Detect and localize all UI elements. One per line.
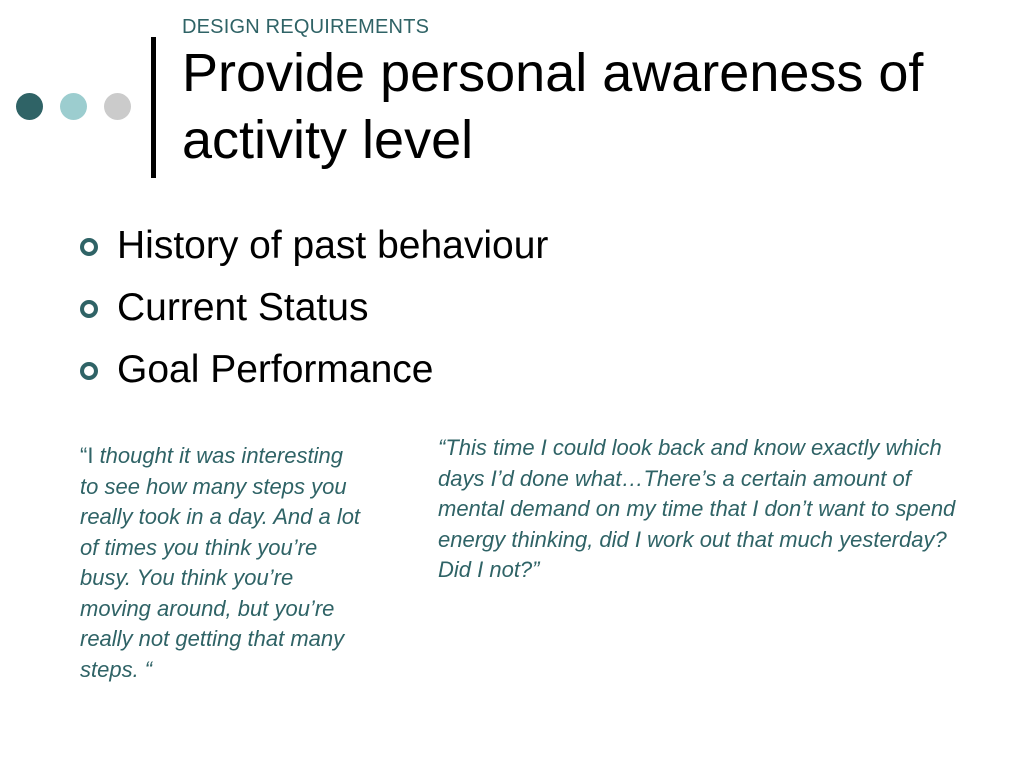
quote-text: thought it was interesting to see how many steps you really took in a day. And a lot of times you think you’re busy. You think you’re moving around, but you’re really not getting that many steps. “ [80, 443, 361, 682]
participant-quote-left [80, 441, 365, 685]
participant-quote-right: “This time I could look back and know exactly which days I’d done what…There’s a certain amount of mental demand on my time that I don’t want to spend energy thinking, did I work out that much yesterday? Did I not?” [438, 435, 956, 582]
grey-dot-icon [104, 93, 131, 120]
bullet-text: Current Status [117, 286, 369, 329]
bullet-ring-icon [80, 238, 98, 256]
bullet-item [80, 222, 548, 284]
bullet-text: Goal Performance [117, 348, 434, 391]
bullet-text: History of past behaviour [117, 224, 549, 267]
quote-open-mark: “I [80, 443, 94, 468]
bullet-list [80, 222, 548, 408]
bullet-ring-icon [80, 300, 98, 318]
decorative-dots [16, 93, 136, 121]
section-label: DESIGN REQUIREMENTS [182, 16, 430, 38]
bullet-ring-icon [80, 362, 98, 380]
light-teal-dot-icon [60, 93, 87, 120]
title-divider [151, 37, 156, 178]
bullet-item [80, 284, 548, 346]
dark-teal-dot-icon [16, 93, 43, 120]
bullet-item [80, 346, 548, 408]
slide-title: Provide personal awareness of activity level [182, 43, 924, 170]
